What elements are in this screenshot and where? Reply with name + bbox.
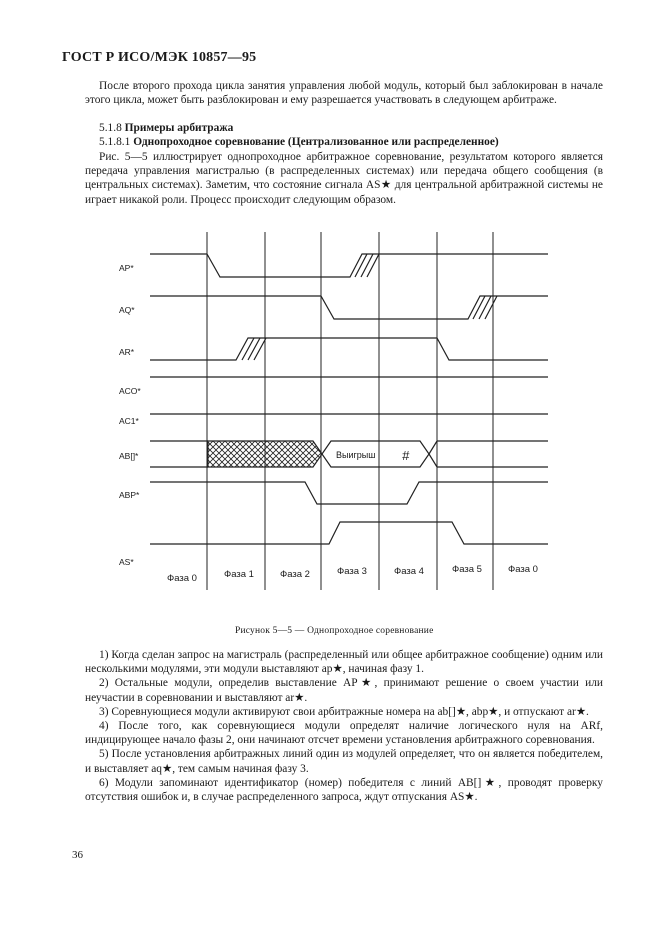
hash-mark: # bbox=[402, 448, 410, 463]
wave-ar bbox=[150, 338, 548, 360]
label-as: AS* bbox=[119, 557, 134, 567]
step-4: 4) После того, как соревнующиеся модули определят наличие логического нуля на ARf, индицирующее начало фазы 2, они начинают отсчет времени установления арбитражного соревнования. bbox=[85, 720, 603, 747]
wave-ap-edges bbox=[355, 254, 379, 277]
figure-caption: Рисунок 5—5 — Однопроходное соревнование bbox=[235, 626, 434, 636]
wave-ab-tail bbox=[429, 441, 548, 467]
wave-ab-hatched bbox=[208, 441, 322, 467]
document-header: ГОСТ Р ИСО/МЭК 10857—95 bbox=[62, 50, 257, 65]
phase-boundaries bbox=[207, 232, 493, 590]
label-abp: ABP* bbox=[119, 490, 140, 500]
intro-text: После второго прохода цикла занятия управления любой модуль, который был заблокирован в начале этого цикла, может быть разблокирован и ему разрешается участвовать в следующем арбитраже. bbox=[85, 80, 603, 107]
wave-ab-idle bbox=[150, 441, 208, 467]
phase-label-2: Фаза 2 bbox=[280, 569, 310, 580]
label-ac1: AC1* bbox=[119, 416, 139, 426]
label-ar: AR* bbox=[119, 347, 135, 357]
step-1: 1) Когда сделан запрос на магистраль (распределенный или общее арбитражное сообщение) одним или несколькими модулями, эти модули выставляют ap★, начиная фазу 1. bbox=[85, 649, 603, 676]
signal-labels bbox=[119, 263, 141, 567]
phase-label-5: Фаза 5 bbox=[452, 564, 482, 575]
section-title: Примеры арбитража bbox=[124, 122, 234, 134]
phase-label-1: Фаза 1 bbox=[224, 569, 254, 580]
section-number: 5.1.8 bbox=[99, 122, 122, 134]
phase-labels bbox=[167, 564, 538, 584]
win-label: Выигрыш bbox=[336, 450, 376, 460]
waveforms bbox=[150, 254, 548, 544]
wave-aq bbox=[150, 296, 548, 319]
label-aq: AQ* bbox=[119, 305, 135, 315]
step-3: 3) Соревнующиеся модули активируют свои арбитражные номера на ab[]★, abp★, и отпускают ar★. bbox=[99, 705, 589, 718]
page-number: 36 bbox=[72, 849, 83, 861]
process-steps bbox=[85, 648, 603, 804]
label-ap: AP* bbox=[119, 263, 134, 273]
subsection-number: 5.1.8.1 bbox=[99, 136, 131, 148]
description-text: Рис. 5—5 иллюстрирует однопроходное арбитражное соревнование, результатом которого является передача управления магистралью (в распределенных системах) или передача общего сообщения (в центральных системах). Заметим, что состояние сигнала AS★ для центральной арбитражной системы не играет никакой роли. Процесс происходит следующим образом. bbox=[85, 151, 603, 206]
phase-label-0: Фаза 0 bbox=[167, 573, 197, 584]
label-ab: AB[]* bbox=[119, 451, 139, 461]
wave-abp bbox=[150, 482, 548, 504]
phase-label-4: Фаза 4 bbox=[394, 566, 424, 577]
step-6: 6) Модули запоминают идентификатор (номер) победителя с линий AB[]★, проводят проверку отсутствия ошибок и, в случае распределенного запроса, ждут отпускания AS★. bbox=[85, 776, 603, 804]
phase-label-3: Фаза 3 bbox=[337, 566, 367, 577]
wave-ap bbox=[150, 254, 548, 277]
step-5: 5) После установления арбитражных линий один из модулей определяет, что он является победителем, и выставляет aq★, тем самым начиная фазу 3. bbox=[85, 748, 603, 775]
wave-as bbox=[150, 522, 548, 544]
step-2: 2) Остальные модули, определив выставление AP★, принимают решение о своем участии или неучастии в соревновании и выставляют ar★. bbox=[85, 677, 603, 704]
subsection-title: Однопроходное соревнование (Централизованное или распределенное) bbox=[133, 136, 499, 148]
phase-label-0-end: Фаза 0 bbox=[508, 564, 538, 575]
label-aco: ACO* bbox=[119, 386, 141, 396]
